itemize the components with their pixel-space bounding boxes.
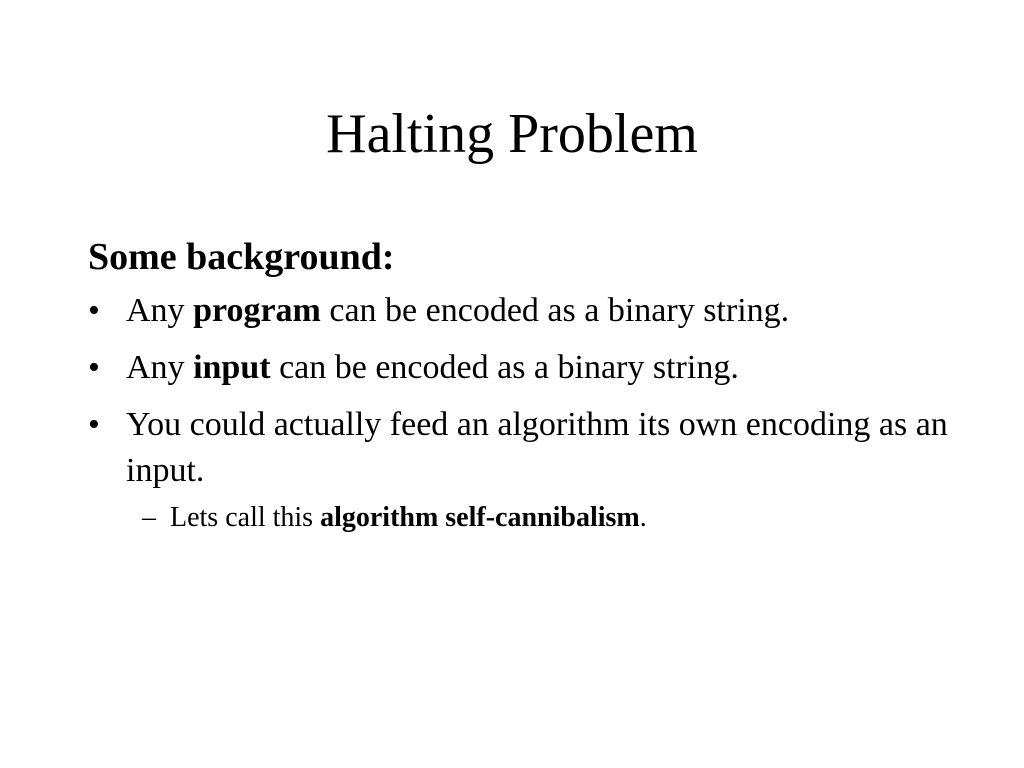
- sub-bullet-item: [88, 499, 968, 537]
- section-heading: Some background:: [88, 236, 395, 278]
- bullet-text-post: can be encoded as a binary string.: [320, 292, 790, 329]
- bullet-item: [88, 402, 968, 494]
- bullet-marker: •: [88, 292, 100, 329]
- bullet-text-bold: program: [193, 292, 321, 329]
- bullet-text-pre: Any: [126, 349, 194, 386]
- bullet-item: [88, 288, 968, 334]
- sub-bullet-text-pre: Lets call this: [170, 502, 321, 533]
- bullet-text: You could actually feed an algorithm its own encoding as an input.: [126, 406, 948, 489]
- bullet-text-pre: Any: [126, 292, 194, 329]
- bullet-text-post: can be encoded as a binary string.: [270, 349, 739, 386]
- bullet-item: [88, 345, 968, 391]
- bullet-text-bold: input: [193, 349, 271, 386]
- sub-bullet-text-post: .: [639, 502, 647, 533]
- slide-content: [88, 232, 968, 537]
- sub-bullet-text-bold: algorithm self-cannibalism: [320, 502, 640, 533]
- slide-title: Halting Problem: [326, 103, 698, 165]
- sub-bullet-marker: –: [142, 502, 156, 533]
- bullet-marker: •: [88, 406, 100, 443]
- bullet-marker: •: [88, 349, 100, 386]
